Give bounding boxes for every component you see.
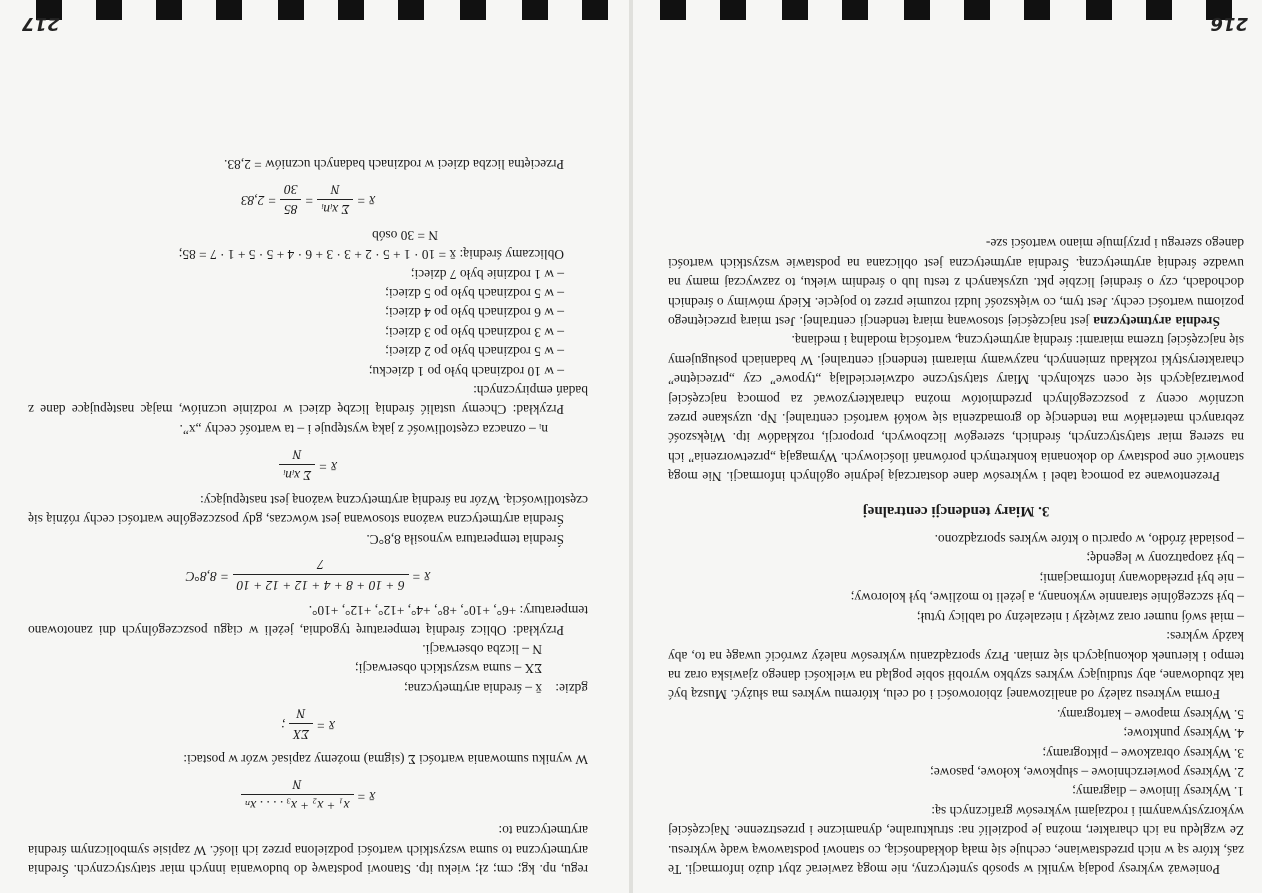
where-list bbox=[355, 640, 542, 698]
list-item: – w 5 rodzinach było po 2 dzieci; bbox=[385, 344, 564, 360]
list-item: 4. Wykresy punktowe; bbox=[1123, 726, 1244, 742]
calc-sum: x̄ = 10 · 1 + 5 · 2 + 3 · 3 + 6 · 4 + 5 · 5 + 1 · 7 = 85; bbox=[178, 247, 457, 263]
formula-fraction bbox=[289, 704, 313, 744]
calc-n: N = 30 osób bbox=[372, 227, 438, 243]
formula-numerator: 85 bbox=[280, 199, 301, 219]
formula-lhs: x̄ = bbox=[356, 193, 376, 209]
chart-types-list bbox=[668, 704, 1244, 801]
list-item: 1. Wykresy liniowe – diagramy; bbox=[1072, 784, 1244, 800]
formula-numerator: Σ xᵢnᵢ bbox=[317, 199, 353, 219]
list-item: – w 10 rodzinach było po 1 dziecku; bbox=[368, 363, 564, 379]
formula-numerator: Σ xᵢnᵢ bbox=[279, 464, 315, 484]
list-item: N – liczba obserwacji. bbox=[422, 641, 542, 657]
formula-equals: = bbox=[304, 193, 314, 209]
formula-children-mean bbox=[28, 180, 588, 220]
formula-lhs: x̄ = bbox=[316, 717, 335, 733]
chart-requirements-list bbox=[668, 530, 1244, 627]
formula-lhs: x̄ = bbox=[318, 458, 337, 474]
formula-denominator: N bbox=[292, 447, 302, 463]
list-item: 2. Wykresy powierzchniowe – słupkowe, kołowe, pasowe; bbox=[930, 764, 1244, 780]
example-children: Przykład: Chcemy ustalić średnią liczbę dzieci w rodzinie uczniów, mając następujące dane z badań empirycznych: bbox=[28, 383, 588, 418]
sigma-sentence: W wyniku sumowania wartości Σ (sigma) możemy zapisać wzór w postaci: bbox=[183, 751, 588, 767]
formula-numerator: ΣX bbox=[289, 723, 313, 743]
continuation-paragraph: regu, np. kg; cm; zł; wieku itp. Stanowi podstawę do budowania innych miar statystycznych. Średnia arytmetyczna to suma wszystkich wartości podzielona przez ich ilość. W zapisie symbolicznym średnia arytmetyczna to: bbox=[28, 823, 588, 877]
page-216-body bbox=[668, 234, 1244, 879]
formula-temperature bbox=[28, 555, 588, 595]
intro-charts-paragraph: Ponieważ wykresy podają wyniki w sposób syntetyczny, nie mogą zawierać zbyt dużo informacji. Te zaś, które są w nich przedstawiane, cechuje się małą dokładnością, co stanowi podstawową wadę wykresu. Ze względu na ich charakter, można je podzielić na: strukturalne, dynamiczne i przestrzenne. Najczęściej wykorzystywanymi i rodzajami wykresów graficznych są: bbox=[668, 803, 1244, 877]
list-item: – nie był przeładowany informacjami; bbox=[1039, 570, 1244, 586]
temperature-result: Średnia temperatura wynosiła 8,8°C. bbox=[366, 531, 564, 547]
formula-fraction bbox=[233, 555, 409, 595]
chart-form-paragraph: Forma wykresu zależy od analizowanej zbiorowości i od celu, któremu wykres ma służyć. Muszą być tak zbudowane, aby studiujący wykres szybko wyrobił sobie pogląd na wielkości danego zjawiska oraz na tempo i kierunek dokonujących się zmian. Przy sporządzaniu wykresów należy zwrócić uwagę na to, aby każdy wykres: bbox=[668, 629, 1244, 703]
formula-numerator: x₁ + x₂ + x₃ . . . . xₙ bbox=[241, 794, 354, 814]
list-item: – posiadał źródło, w oparciu o które wykres sporządzono. bbox=[934, 532, 1244, 548]
list-item: – był zaopatrzony w legendę; bbox=[1086, 551, 1244, 567]
formula-fraction bbox=[279, 445, 315, 485]
list-item: – w 1 rodzinie było 7 dzieci; bbox=[410, 266, 564, 282]
list-item: 5. Wykresy mapowe – kartogramy. bbox=[1057, 706, 1244, 722]
page-number-216: 216 bbox=[1210, 13, 1248, 34]
list-item: 3. Wykresy obrazkowe – piktogramy; bbox=[1042, 745, 1244, 761]
weighted-mean-paragraph: Średnia arytmetyczna ważona stosowana jest wówczas, gdy poszczególne wartości cechy różnią się częstotliwością. Wzór na średnią arytmetyczną ważoną jest następujący: bbox=[28, 493, 588, 528]
list-item: – miał swój numer oraz zwięzły i niezależny od tablicy tytuł; bbox=[916, 609, 1244, 625]
list-item: – w 6 rodzinach było po 4 dzieci; bbox=[385, 305, 564, 321]
formula-mean-sigma: x̄ = ΣX N ; bbox=[28, 704, 588, 744]
list-item: x̄ – średnia arytmetyczna; bbox=[404, 680, 542, 696]
formula-denominator: N bbox=[296, 706, 306, 722]
example-temperature: Przykład: Oblicz średnią temperaturę tygodnia, jeżeli w ciągu poszczególnych dni zanotowano temperatury: +6°, +10°, +8°, +4°, +12°, +12°, +10°. bbox=[28, 603, 588, 638]
mean-term: Średnia arytmetyczna bbox=[1093, 314, 1220, 330]
mean-description: jest najczęściej stosowaną miarą tendencji centralnej. Jest miarą przeciętnego poziomu wartości cechy. Jest tym, co większość ludzi rozumie przez to pojęcie. Kiedy mówimy o średnich dochodach, czy o średniej liczbie pkt. uzyskanych z testu lub o średnim wieku, to zazwyczaj mamy na uwadze średnią arytmetyczną. Średnia arytmetyczna jest obliczana na podstawie wszystkich wartości danego szeregu i przyjmuje miano wartości sze- bbox=[668, 236, 1244, 330]
section-heading: 3. Miary tendencji centralnej bbox=[862, 502, 1050, 519]
list-item: – w 3 rodzinach było po 3 dzieci; bbox=[385, 324, 564, 340]
page-217-body bbox=[28, 154, 588, 879]
where-block bbox=[28, 640, 588, 698]
list-item: – był szczególnie starannie wykonany, a jeżeli to możliwe, był kolorowy; bbox=[850, 590, 1244, 606]
formula-numerator: 6 + 10 + 8 + 4 + 12 + 12 + 10 bbox=[233, 574, 409, 594]
calculation-line bbox=[28, 245, 588, 264]
formula-weighted-mean bbox=[28, 445, 588, 485]
family-data-list bbox=[28, 264, 588, 380]
where-label: gdzie: bbox=[555, 680, 588, 696]
mean-paragraph bbox=[668, 234, 1244, 331]
formula-fraction bbox=[317, 180, 353, 220]
formula-result: = 8,8°C bbox=[185, 568, 230, 584]
formula-fraction-values bbox=[280, 180, 301, 220]
page-216 bbox=[632, 0, 1262, 893]
calc-label: Obliczamy średnią: bbox=[459, 247, 564, 263]
ni-definition: nᵢ – oznacza częstotliwość z jaką występuje i – ta wartość cechy „x”. bbox=[179, 421, 548, 437]
formula-denominator: N bbox=[330, 182, 340, 197]
formula-fraction bbox=[241, 775, 354, 815]
formula-denominator: 7 bbox=[317, 557, 324, 573]
list-item: ΣX – suma wszystkich obserwacji; bbox=[354, 661, 542, 677]
central-tendency-paragraph: Prezentowane za pomocą tabel i wykresów dane dostarczają jedynie ogólnych informacji. Nie mogą stanowić one podstawy do dokonania konkretnych porównań ilościowych. Wymagają „przetworzenia” ich na szereg miar statystycznych, średnich, szeregów liczbowych, proporcji, rozkładów itp. Większość zebranych materiałów ma tendencję do gromadzenia się wokół wartości centralnej. Np. uzyskane przez uczniów oceny z poszczególnych przedmiotów można charakteryzować za pomocą najczęściej powtarzających się ocen szkolnych. Miary statystyczne odzwierciedlają „typowe” czy „przeciętne” charakterystyki rozkładu zmiennych, nazywamy miarami tendencji centralnej. W badaniach posługujemy się najczęściej trzema miarami: średnią arytmetyczną, wartością modalną i medianą. bbox=[668, 333, 1244, 485]
page-217 bbox=[0, 0, 630, 893]
formula-lhs: x̄ = bbox=[356, 788, 376, 804]
list-item: – w 5 rodzinach było po 5 dzieci; bbox=[385, 286, 564, 302]
formula-lhs: x̄ = bbox=[411, 568, 431, 584]
formula-mean-basic bbox=[28, 775, 588, 815]
page-number-217: 217 bbox=[22, 13, 60, 34]
formula-denominator: N bbox=[292, 777, 302, 793]
formula-result: = 2,83 bbox=[240, 193, 277, 209]
final-sentence: Przeciętna liczba dzieci w rodzinach badanych uczniów = 2,83. bbox=[224, 156, 564, 172]
formula-denominator: 30 bbox=[284, 182, 298, 197]
